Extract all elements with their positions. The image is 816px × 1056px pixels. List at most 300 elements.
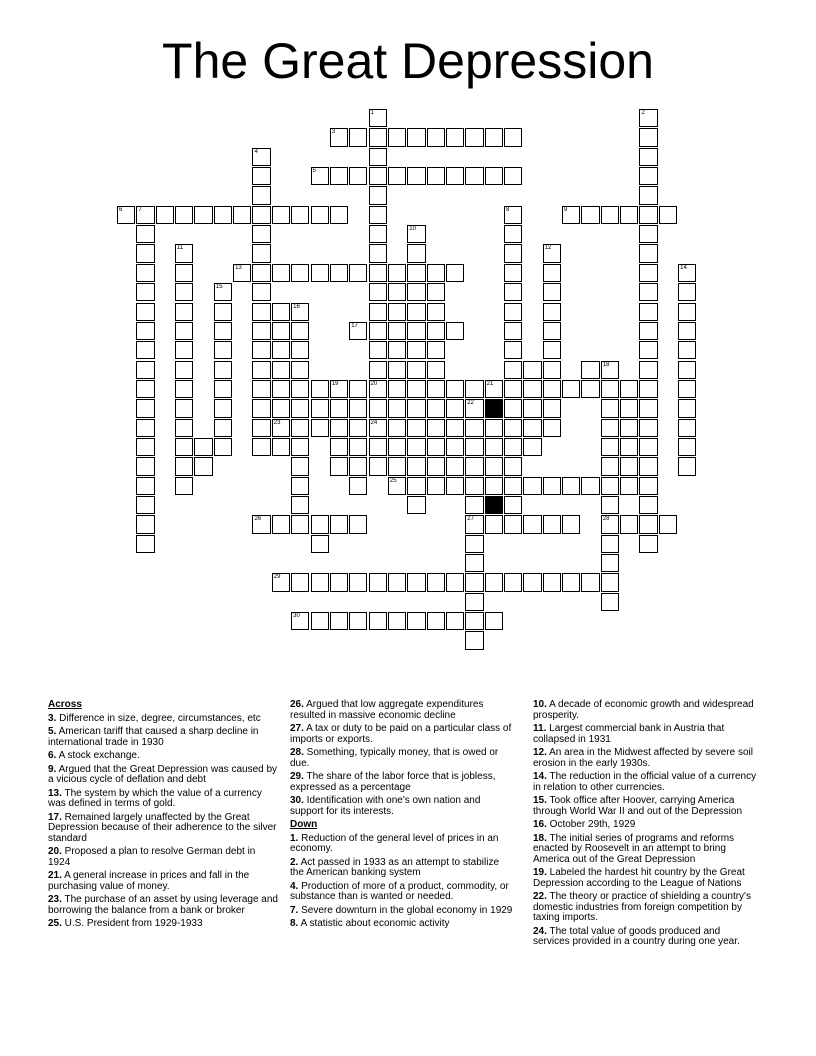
grid-cell[interactable] <box>388 399 406 417</box>
grid-cell[interactable] <box>562 477 580 495</box>
grid-cell[interactable] <box>601 573 619 591</box>
grid-cell[interactable] <box>214 303 232 321</box>
grid-cell[interactable] <box>291 477 309 495</box>
grid-cell[interactable] <box>639 225 657 243</box>
grid-cell[interactable] <box>601 515 619 533</box>
grid-cell[interactable] <box>620 206 638 224</box>
grid-cell[interactable] <box>446 438 464 456</box>
grid-cell[interactable] <box>601 438 619 456</box>
grid-cell[interactable] <box>388 264 406 282</box>
grid-cell[interactable] <box>369 380 387 398</box>
grid-cell[interactable] <box>388 341 406 359</box>
grid-cell[interactable] <box>446 573 464 591</box>
grid-cell[interactable] <box>136 419 154 437</box>
grid-cell[interactable] <box>388 380 406 398</box>
grid-cell[interactable] <box>311 535 329 553</box>
grid-cell[interactable] <box>291 496 309 514</box>
grid-cell[interactable] <box>311 612 329 630</box>
grid-cell[interactable] <box>349 477 367 495</box>
grid-cell[interactable] <box>678 457 696 475</box>
grid-cell[interactable] <box>272 438 290 456</box>
grid-cell[interactable] <box>427 264 445 282</box>
grid-cell[interactable] <box>601 554 619 572</box>
grid-cell[interactable] <box>504 496 522 514</box>
grid-cell[interactable] <box>659 206 677 224</box>
grid-cell[interactable] <box>485 419 503 437</box>
grid-cell[interactable] <box>523 477 541 495</box>
grid-cell[interactable] <box>427 167 445 185</box>
grid-cell[interactable] <box>485 128 503 146</box>
grid-cell[interactable] <box>388 419 406 437</box>
grid-cell[interactable] <box>504 225 522 243</box>
grid-cell[interactable] <box>427 128 445 146</box>
grid-cell[interactable] <box>427 361 445 379</box>
grid-cell[interactable] <box>252 322 270 340</box>
grid-cell[interactable] <box>272 573 290 591</box>
grid-cell[interactable] <box>175 341 193 359</box>
grid-cell[interactable] <box>349 515 367 533</box>
grid-cell[interactable] <box>639 438 657 456</box>
grid-cell[interactable] <box>272 341 290 359</box>
grid-cell[interactable] <box>581 477 599 495</box>
grid-cell[interactable] <box>465 554 483 572</box>
grid-cell[interactable] <box>330 128 348 146</box>
grid-cell[interactable] <box>252 225 270 243</box>
grid-cell[interactable] <box>252 186 270 204</box>
grid-cell[interactable] <box>407 457 425 475</box>
grid-cell[interactable] <box>446 167 464 185</box>
grid-cell[interactable] <box>369 341 387 359</box>
grid-cell[interactable] <box>272 380 290 398</box>
grid-cell[interactable] <box>427 283 445 301</box>
grid-cell[interactable] <box>485 457 503 475</box>
grid-cell[interactable] <box>485 380 503 398</box>
grid-cell[interactable] <box>369 167 387 185</box>
grid-cell[interactable] <box>330 573 348 591</box>
grid-cell[interactable] <box>543 573 561 591</box>
grid-cell[interactable] <box>543 477 561 495</box>
grid-cell[interactable] <box>291 361 309 379</box>
grid-cell[interactable] <box>349 399 367 417</box>
grid-cell[interactable] <box>407 477 425 495</box>
grid-cell[interactable] <box>639 128 657 146</box>
grid-cell[interactable] <box>639 109 657 127</box>
grid-cell[interactable] <box>639 399 657 417</box>
grid-cell[interactable] <box>562 206 580 224</box>
grid-cell[interactable] <box>601 535 619 553</box>
grid-cell[interactable] <box>349 167 367 185</box>
grid-cell[interactable] <box>465 573 483 591</box>
grid-cell[interactable] <box>639 535 657 553</box>
grid-cell[interactable] <box>407 167 425 185</box>
grid-cell[interactable] <box>639 341 657 359</box>
grid-cell[interactable] <box>504 515 522 533</box>
grid-cell[interactable] <box>330 438 348 456</box>
grid-cell[interactable] <box>214 361 232 379</box>
grid-cell[interactable] <box>504 457 522 475</box>
grid-cell[interactable] <box>136 244 154 262</box>
grid-cell[interactable] <box>136 399 154 417</box>
grid-cell[interactable] <box>349 322 367 340</box>
grid-cell[interactable] <box>504 341 522 359</box>
grid-cell[interactable] <box>407 612 425 630</box>
grid-cell[interactable] <box>485 438 503 456</box>
grid-cell[interactable] <box>543 322 561 340</box>
grid-cell[interactable] <box>504 573 522 591</box>
grid-cell[interactable] <box>562 573 580 591</box>
grid-cell[interactable] <box>252 399 270 417</box>
grid-cell[interactable] <box>678 380 696 398</box>
grid-cell[interactable] <box>504 419 522 437</box>
grid-cell[interactable] <box>678 322 696 340</box>
grid-cell[interactable] <box>504 264 522 282</box>
grid-cell[interactable] <box>446 399 464 417</box>
grid-cell[interactable] <box>156 206 174 224</box>
grid-cell[interactable] <box>601 361 619 379</box>
grid-cell[interactable] <box>581 380 599 398</box>
grid-cell[interactable] <box>252 167 270 185</box>
grid-cell[interactable] <box>639 515 657 533</box>
grid-cell[interactable] <box>214 206 232 224</box>
grid-cell[interactable] <box>446 612 464 630</box>
grid-cell[interactable] <box>465 593 483 611</box>
grid-cell[interactable] <box>407 225 425 243</box>
grid-cell[interactable] <box>465 496 483 514</box>
grid-cell[interactable] <box>504 322 522 340</box>
grid-cell[interactable] <box>136 477 154 495</box>
grid-cell[interactable] <box>252 303 270 321</box>
grid-cell[interactable] <box>446 128 464 146</box>
grid-cell[interactable] <box>175 283 193 301</box>
grid-cell[interactable] <box>388 283 406 301</box>
grid-cell[interactable] <box>252 264 270 282</box>
grid-cell[interactable] <box>291 303 309 321</box>
grid-cell[interactable] <box>407 496 425 514</box>
grid-cell[interactable] <box>175 380 193 398</box>
grid-cell[interactable] <box>175 361 193 379</box>
grid-cell[interactable] <box>543 264 561 282</box>
grid-cell[interactable] <box>175 206 193 224</box>
grid-cell[interactable] <box>678 341 696 359</box>
grid-cell[interactable] <box>291 515 309 533</box>
grid-cell[interactable] <box>330 612 348 630</box>
grid-cell[interactable] <box>311 206 329 224</box>
grid-cell[interactable] <box>311 419 329 437</box>
grid-cell[interactable] <box>523 419 541 437</box>
grid-cell[interactable] <box>504 303 522 321</box>
grid-cell[interactable] <box>252 380 270 398</box>
grid-cell[interactable] <box>291 264 309 282</box>
grid-cell[interactable] <box>291 419 309 437</box>
grid-cell[interactable] <box>388 477 406 495</box>
grid-cell[interactable] <box>543 515 561 533</box>
grid-cell[interactable] <box>369 361 387 379</box>
grid-cell[interactable] <box>388 457 406 475</box>
grid-cell[interactable] <box>465 515 483 533</box>
grid-cell[interactable] <box>252 206 270 224</box>
grid-cell[interactable] <box>388 573 406 591</box>
grid-cell[interactable] <box>388 612 406 630</box>
grid-cell[interactable] <box>369 322 387 340</box>
grid-cell[interactable] <box>465 612 483 630</box>
grid-cell[interactable] <box>330 419 348 437</box>
grid-cell[interactable] <box>407 361 425 379</box>
grid-cell[interactable] <box>678 361 696 379</box>
grid-cell[interactable] <box>523 361 541 379</box>
grid-cell[interactable] <box>369 573 387 591</box>
grid-cell[interactable] <box>330 380 348 398</box>
grid-cell[interactable] <box>678 438 696 456</box>
grid-cell[interactable] <box>214 380 232 398</box>
grid-cell[interactable] <box>446 419 464 437</box>
grid-cell[interactable] <box>465 438 483 456</box>
grid-cell[interactable] <box>349 457 367 475</box>
grid-cell[interactable] <box>369 206 387 224</box>
grid-cell[interactable] <box>504 438 522 456</box>
grid-cell[interactable] <box>311 380 329 398</box>
grid-cell[interactable] <box>291 322 309 340</box>
grid-cell[interactable] <box>369 128 387 146</box>
grid-cell[interactable] <box>311 264 329 282</box>
grid-cell[interactable] <box>465 128 483 146</box>
grid-cell[interactable] <box>465 419 483 437</box>
grid-cell[interactable] <box>311 573 329 591</box>
grid-cell[interactable] <box>543 244 561 262</box>
grid-cell[interactable] <box>427 419 445 437</box>
grid-cell[interactable] <box>678 419 696 437</box>
grid-cell[interactable] <box>175 244 193 262</box>
grid-cell[interactable] <box>272 419 290 437</box>
grid-cell[interactable] <box>252 515 270 533</box>
grid-cell[interactable] <box>388 438 406 456</box>
grid-cell[interactable] <box>427 322 445 340</box>
grid-cell[interactable] <box>369 186 387 204</box>
grid-cell[interactable] <box>407 128 425 146</box>
grid-cell[interactable] <box>369 399 387 417</box>
grid-cell[interactable] <box>272 264 290 282</box>
grid-cell[interactable] <box>639 167 657 185</box>
grid-cell[interactable] <box>446 457 464 475</box>
grid-cell[interactable] <box>272 515 290 533</box>
grid-cell[interactable] <box>175 457 193 475</box>
grid-cell[interactable] <box>233 264 251 282</box>
grid-cell[interactable] <box>136 361 154 379</box>
grid-cell[interactable] <box>369 283 387 301</box>
grid-cell[interactable] <box>272 361 290 379</box>
grid-cell[interactable] <box>175 303 193 321</box>
grid-cell[interactable] <box>388 303 406 321</box>
grid-cell[interactable] <box>214 283 232 301</box>
grid-cell[interactable] <box>620 457 638 475</box>
grid-cell[interactable] <box>194 206 212 224</box>
grid-cell[interactable] <box>330 206 348 224</box>
grid-cell[interactable] <box>330 399 348 417</box>
grid-cell[interactable] <box>117 206 135 224</box>
grid-cell[interactable] <box>446 322 464 340</box>
grid-cell[interactable] <box>407 283 425 301</box>
grid-cell[interactable] <box>427 457 445 475</box>
grid-cell[interactable] <box>543 399 561 417</box>
grid-cell[interactable] <box>504 361 522 379</box>
grid-cell[interactable] <box>504 128 522 146</box>
grid-cell[interactable] <box>485 573 503 591</box>
grid-cell[interactable] <box>407 419 425 437</box>
grid-cell[interactable] <box>407 438 425 456</box>
grid-cell[interactable] <box>407 303 425 321</box>
grid-cell[interactable] <box>407 341 425 359</box>
grid-cell[interactable] <box>214 419 232 437</box>
grid-cell[interactable] <box>136 535 154 553</box>
grid-cell[interactable] <box>427 438 445 456</box>
grid-cell[interactable] <box>136 496 154 514</box>
grid-cell[interactable] <box>523 380 541 398</box>
grid-cell[interactable] <box>272 206 290 224</box>
grid-cell[interactable] <box>330 457 348 475</box>
grid-cell[interactable] <box>291 341 309 359</box>
grid-cell[interactable] <box>639 148 657 166</box>
grid-cell[interactable] <box>639 457 657 475</box>
grid-cell[interactable] <box>678 283 696 301</box>
grid-cell[interactable] <box>465 399 483 417</box>
grid-cell[interactable] <box>639 303 657 321</box>
grid-cell[interactable] <box>427 380 445 398</box>
grid-cell[interactable] <box>252 361 270 379</box>
grid-cell[interactable] <box>562 380 580 398</box>
grid-cell[interactable] <box>446 264 464 282</box>
grid-cell[interactable] <box>252 148 270 166</box>
grid-cell[interactable] <box>465 477 483 495</box>
grid-cell[interactable] <box>175 419 193 437</box>
grid-cell[interactable] <box>349 573 367 591</box>
grid-cell[interactable] <box>330 264 348 282</box>
grid-cell[interactable] <box>427 303 445 321</box>
grid-cell[interactable] <box>504 206 522 224</box>
grid-cell[interactable] <box>601 206 619 224</box>
grid-cell[interactable] <box>523 515 541 533</box>
grid-cell[interactable] <box>369 438 387 456</box>
grid-cell[interactable] <box>252 244 270 262</box>
grid-cell[interactable] <box>175 438 193 456</box>
grid-cell[interactable] <box>427 341 445 359</box>
grid-cell[interactable] <box>407 380 425 398</box>
grid-cell[interactable] <box>136 283 154 301</box>
grid-cell[interactable] <box>543 380 561 398</box>
grid-cell[interactable] <box>427 399 445 417</box>
grid-cell[interactable] <box>136 515 154 533</box>
grid-cell[interactable] <box>272 322 290 340</box>
grid-cell[interactable] <box>233 206 251 224</box>
grid-cell[interactable] <box>620 380 638 398</box>
grid-cell[interactable] <box>388 322 406 340</box>
grid-cell[interactable] <box>388 361 406 379</box>
grid-cell[interactable] <box>136 303 154 321</box>
grid-cell[interactable] <box>407 573 425 591</box>
grid-cell[interactable] <box>388 128 406 146</box>
grid-cell[interactable] <box>678 303 696 321</box>
grid-cell[interactable] <box>194 438 212 456</box>
grid-cell[interactable] <box>601 419 619 437</box>
grid-cell[interactable] <box>349 380 367 398</box>
grid-cell[interactable] <box>620 438 638 456</box>
grid-cell[interactable] <box>601 496 619 514</box>
grid-cell[interactable] <box>485 167 503 185</box>
grid-cell[interactable] <box>214 399 232 417</box>
grid-cell[interactable] <box>252 438 270 456</box>
grid-cell[interactable] <box>678 264 696 282</box>
grid-cell[interactable] <box>136 322 154 340</box>
grid-cell[interactable] <box>601 380 619 398</box>
grid-cell[interactable] <box>349 264 367 282</box>
grid-cell[interactable] <box>214 341 232 359</box>
grid-cell[interactable] <box>330 515 348 533</box>
grid-cell[interactable] <box>175 477 193 495</box>
grid-cell[interactable] <box>369 225 387 243</box>
grid-cell[interactable] <box>175 399 193 417</box>
grid-cell[interactable] <box>446 380 464 398</box>
grid-cell[interactable] <box>581 361 599 379</box>
grid-cell[interactable] <box>543 419 561 437</box>
grid-cell[interactable] <box>407 399 425 417</box>
grid-cell[interactable] <box>291 573 309 591</box>
grid-cell[interactable] <box>639 264 657 282</box>
grid-cell[interactable] <box>272 303 290 321</box>
grid-cell[interactable] <box>349 438 367 456</box>
grid-cell[interactable] <box>639 322 657 340</box>
grid-cell[interactable] <box>620 477 638 495</box>
grid-cell[interactable] <box>175 264 193 282</box>
grid-cell[interactable] <box>427 573 445 591</box>
grid-cell[interactable] <box>369 244 387 262</box>
grid-cell[interactable] <box>465 631 483 649</box>
grid-cell[interactable] <box>214 438 232 456</box>
grid-cell[interactable] <box>291 612 309 630</box>
grid-cell[interactable] <box>601 399 619 417</box>
grid-cell[interactable] <box>407 244 425 262</box>
grid-cell[interactable] <box>485 477 503 495</box>
grid-cell[interactable] <box>252 283 270 301</box>
grid-cell[interactable] <box>562 515 580 533</box>
grid-cell[interactable] <box>427 477 445 495</box>
grid-cell[interactable] <box>136 457 154 475</box>
grid-cell[interactable] <box>504 477 522 495</box>
grid-cell[interactable] <box>136 206 154 224</box>
grid-cell[interactable] <box>369 148 387 166</box>
grid-cell[interactable] <box>407 322 425 340</box>
grid-cell[interactable] <box>175 322 193 340</box>
grid-cell[interactable] <box>601 457 619 475</box>
grid-cell[interactable] <box>543 361 561 379</box>
grid-cell[interactable] <box>543 341 561 359</box>
grid-cell[interactable] <box>349 128 367 146</box>
grid-cell[interactable] <box>388 167 406 185</box>
grid-cell[interactable] <box>291 206 309 224</box>
grid-cell[interactable] <box>136 225 154 243</box>
grid-cell[interactable] <box>311 167 329 185</box>
grid-cell[interactable] <box>291 457 309 475</box>
grid-cell[interactable] <box>504 283 522 301</box>
grid-cell[interactable] <box>407 264 425 282</box>
grid-cell[interactable] <box>639 496 657 514</box>
grid-cell[interactable] <box>252 341 270 359</box>
grid-cell[interactable] <box>581 573 599 591</box>
grid-cell[interactable] <box>639 361 657 379</box>
grid-cell[interactable] <box>601 593 619 611</box>
grid-cell[interactable] <box>523 438 541 456</box>
grid-cell[interactable] <box>136 380 154 398</box>
grid-cell[interactable] <box>465 457 483 475</box>
grid-cell[interactable] <box>311 515 329 533</box>
grid-cell[interactable] <box>369 419 387 437</box>
